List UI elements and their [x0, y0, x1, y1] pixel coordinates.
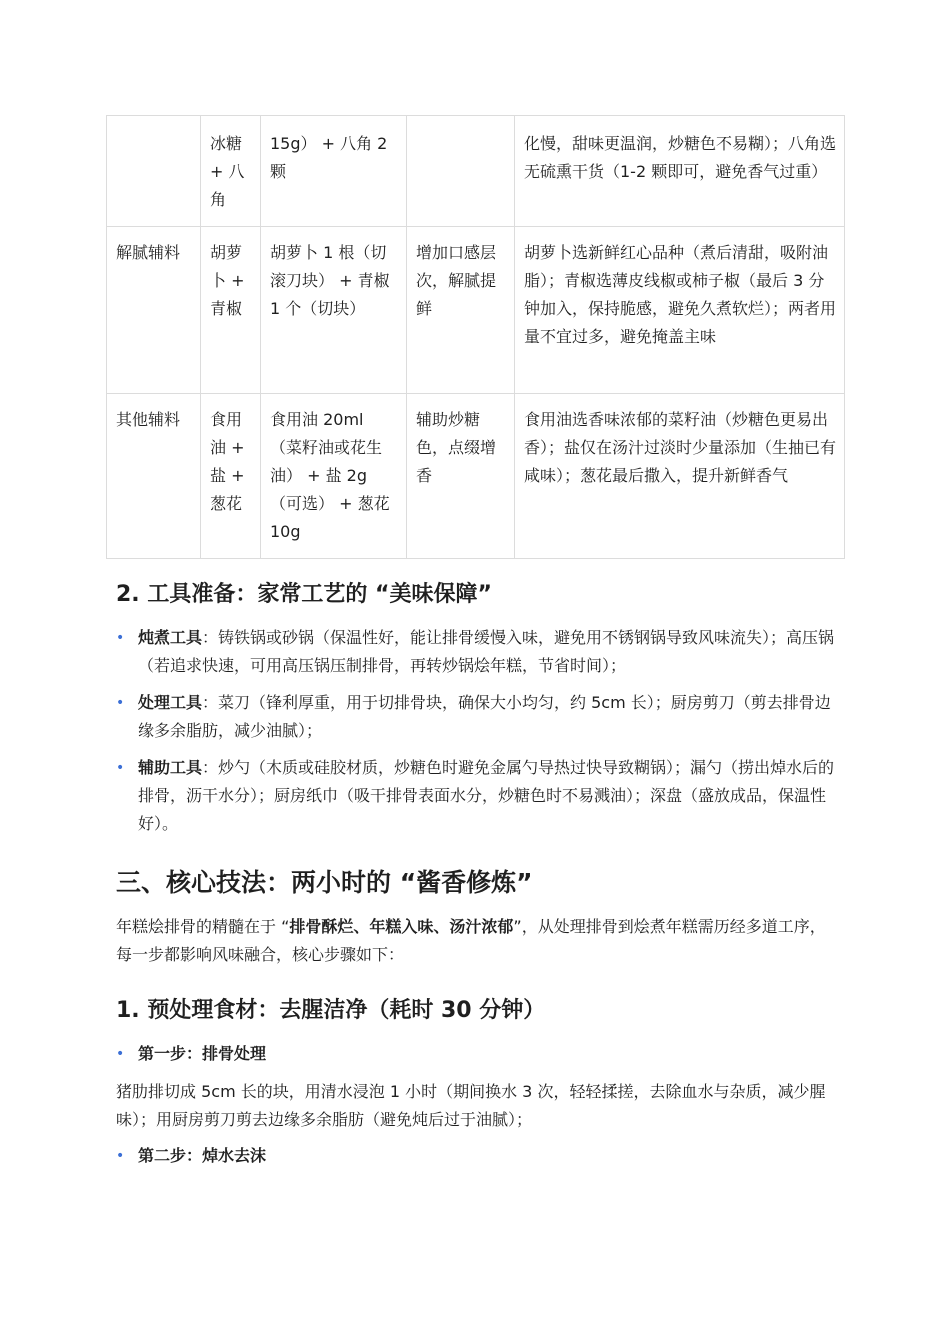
bullet-icon: • [116, 695, 125, 711]
list-item-label: 炖煮工具 [138, 628, 203, 647]
table-cell-name: 胡萝卜 + 青椒 [201, 227, 261, 394]
table-cell-name: 冰糖 + 八角 [201, 116, 261, 227]
list-item-label: 处理工具 [138, 693, 203, 712]
table-cell-notes: 胡萝卜选新鲜红心品种（煮后清甜，吸附油脂）；青椒选薄皮线椒或柿子椒（最后 3 分钟加入，保持脆感，避免久煮软烂）；两者用量不宜过多，避免掩盖主味 [515, 227, 845, 394]
step-2-label: 第二步：焯水去沫 [138, 1146, 267, 1165]
prep-heading: 1. 预处理食材：去腥洁净（耗时 30 分钟） [116, 998, 546, 1023]
table-cell-category [107, 116, 201, 227]
table-cell-role: 增加口感层次，解腻提鲜 [407, 227, 515, 394]
list-item [116, 754, 840, 838]
table-cell-notes: 食用油选香味浓郁的菜籽油（炒糖色更易出香）；盐仅在汤汁过淡时少量添加（生抽已有咸味）；葱花最后撒入，提升新鲜香气 [515, 394, 845, 559]
ingredient-table [106, 115, 845, 559]
bullet-icon: • [116, 1046, 125, 1062]
table-cell-name: 食用油 + 盐 + 葱花 [201, 394, 261, 559]
step-1-title [116, 1040, 266, 1068]
table-cell-amount: 食用油 20ml （菜籽油或花生油） + 盐 2g （可选） + 葱花 10g [261, 394, 407, 559]
step-1-label: 第一步：排骨处理 [138, 1044, 267, 1063]
list-item-text: ：菜刀（锋利厚重，用于切排骨块，确保大小均匀，约 5cm 长）；厨房剪刀（剪去排骨边缘多余脂肪，减少油腻）； [138, 693, 831, 740]
bullet-icon: • [116, 1148, 125, 1164]
intro-text-start: 年糕烩排骨的精髓在于 “ [116, 917, 290, 936]
step-1-text: 猪肋排切成 5cm 长的块，用清水浸泡 1 小时（期间换水 3 次，轻轻揉搓，去除血水与杂质，减少腥味）；用厨房剪刀剪去边缘多余脂肪（避免炖后过于油腻）； [116, 1082, 826, 1129]
intro-text-end: ”，从处理排骨到烩煮年糕需历经多道工序，每一步都影响风味融合，核心步骤如下： [116, 917, 826, 964]
core-intro [116, 913, 836, 969]
table-cell-notes: 化慢，甜味更温润，炒糖色不易糊）；八角选无硫熏干货（1-2 颗即可，避免香气过重） [515, 116, 845, 227]
list-item-label: 辅助工具 [138, 758, 203, 777]
step-2-title [116, 1142, 266, 1170]
table-row [107, 116, 845, 227]
table-cell-amount: 15g） + 八角 2 颗 [261, 116, 407, 227]
table-cell-category: 解腻辅料 [107, 227, 201, 394]
table-row [107, 394, 845, 559]
table-cell-category: 其他辅料 [107, 394, 201, 559]
list-item-text: ：铸铁锅或砂锅（保温性好，能让排骨缓慢入味，避免用不锈钢锅导致风味流失）；高压锅（若追求快速，可用高压锅压制排骨，再转炒锅烩年糕，节省时间）； [138, 628, 835, 675]
core-heading: 三、核心技法：两小时的 “酱香修炼” [116, 868, 533, 897]
list-item [116, 624, 840, 680]
table-cell-amount: 胡萝卜 1 根（切滚刀块） + 青椒 1 个（切块） [261, 227, 407, 394]
tools-heading: 2. 工具准备：家常工艺的 “美味保障” [116, 582, 492, 607]
table-cell-role [407, 116, 515, 227]
list-item-text: ：炒勺（木质或硅胶材质，炒糖色时避免金属勺导热过快导致糊锅）；漏勺（捞出焯水后的排骨，沥干水分）；厨房纸巾（吸干排骨表面水分，炒糖色时不易溅油）；深盘（盛放成品，保温性好）。 [138, 758, 835, 833]
bullet-icon: • [116, 760, 125, 776]
intro-highlight: 排骨酥烂、年糕入味、汤汁浓郁 [289, 917, 514, 936]
list-item [116, 689, 840, 745]
tools-list [116, 624, 840, 847]
bullet-icon: • [116, 630, 125, 646]
table-cell-role: 辅助炒糖色，点缀增香 [407, 394, 515, 559]
table-row [107, 227, 845, 394]
